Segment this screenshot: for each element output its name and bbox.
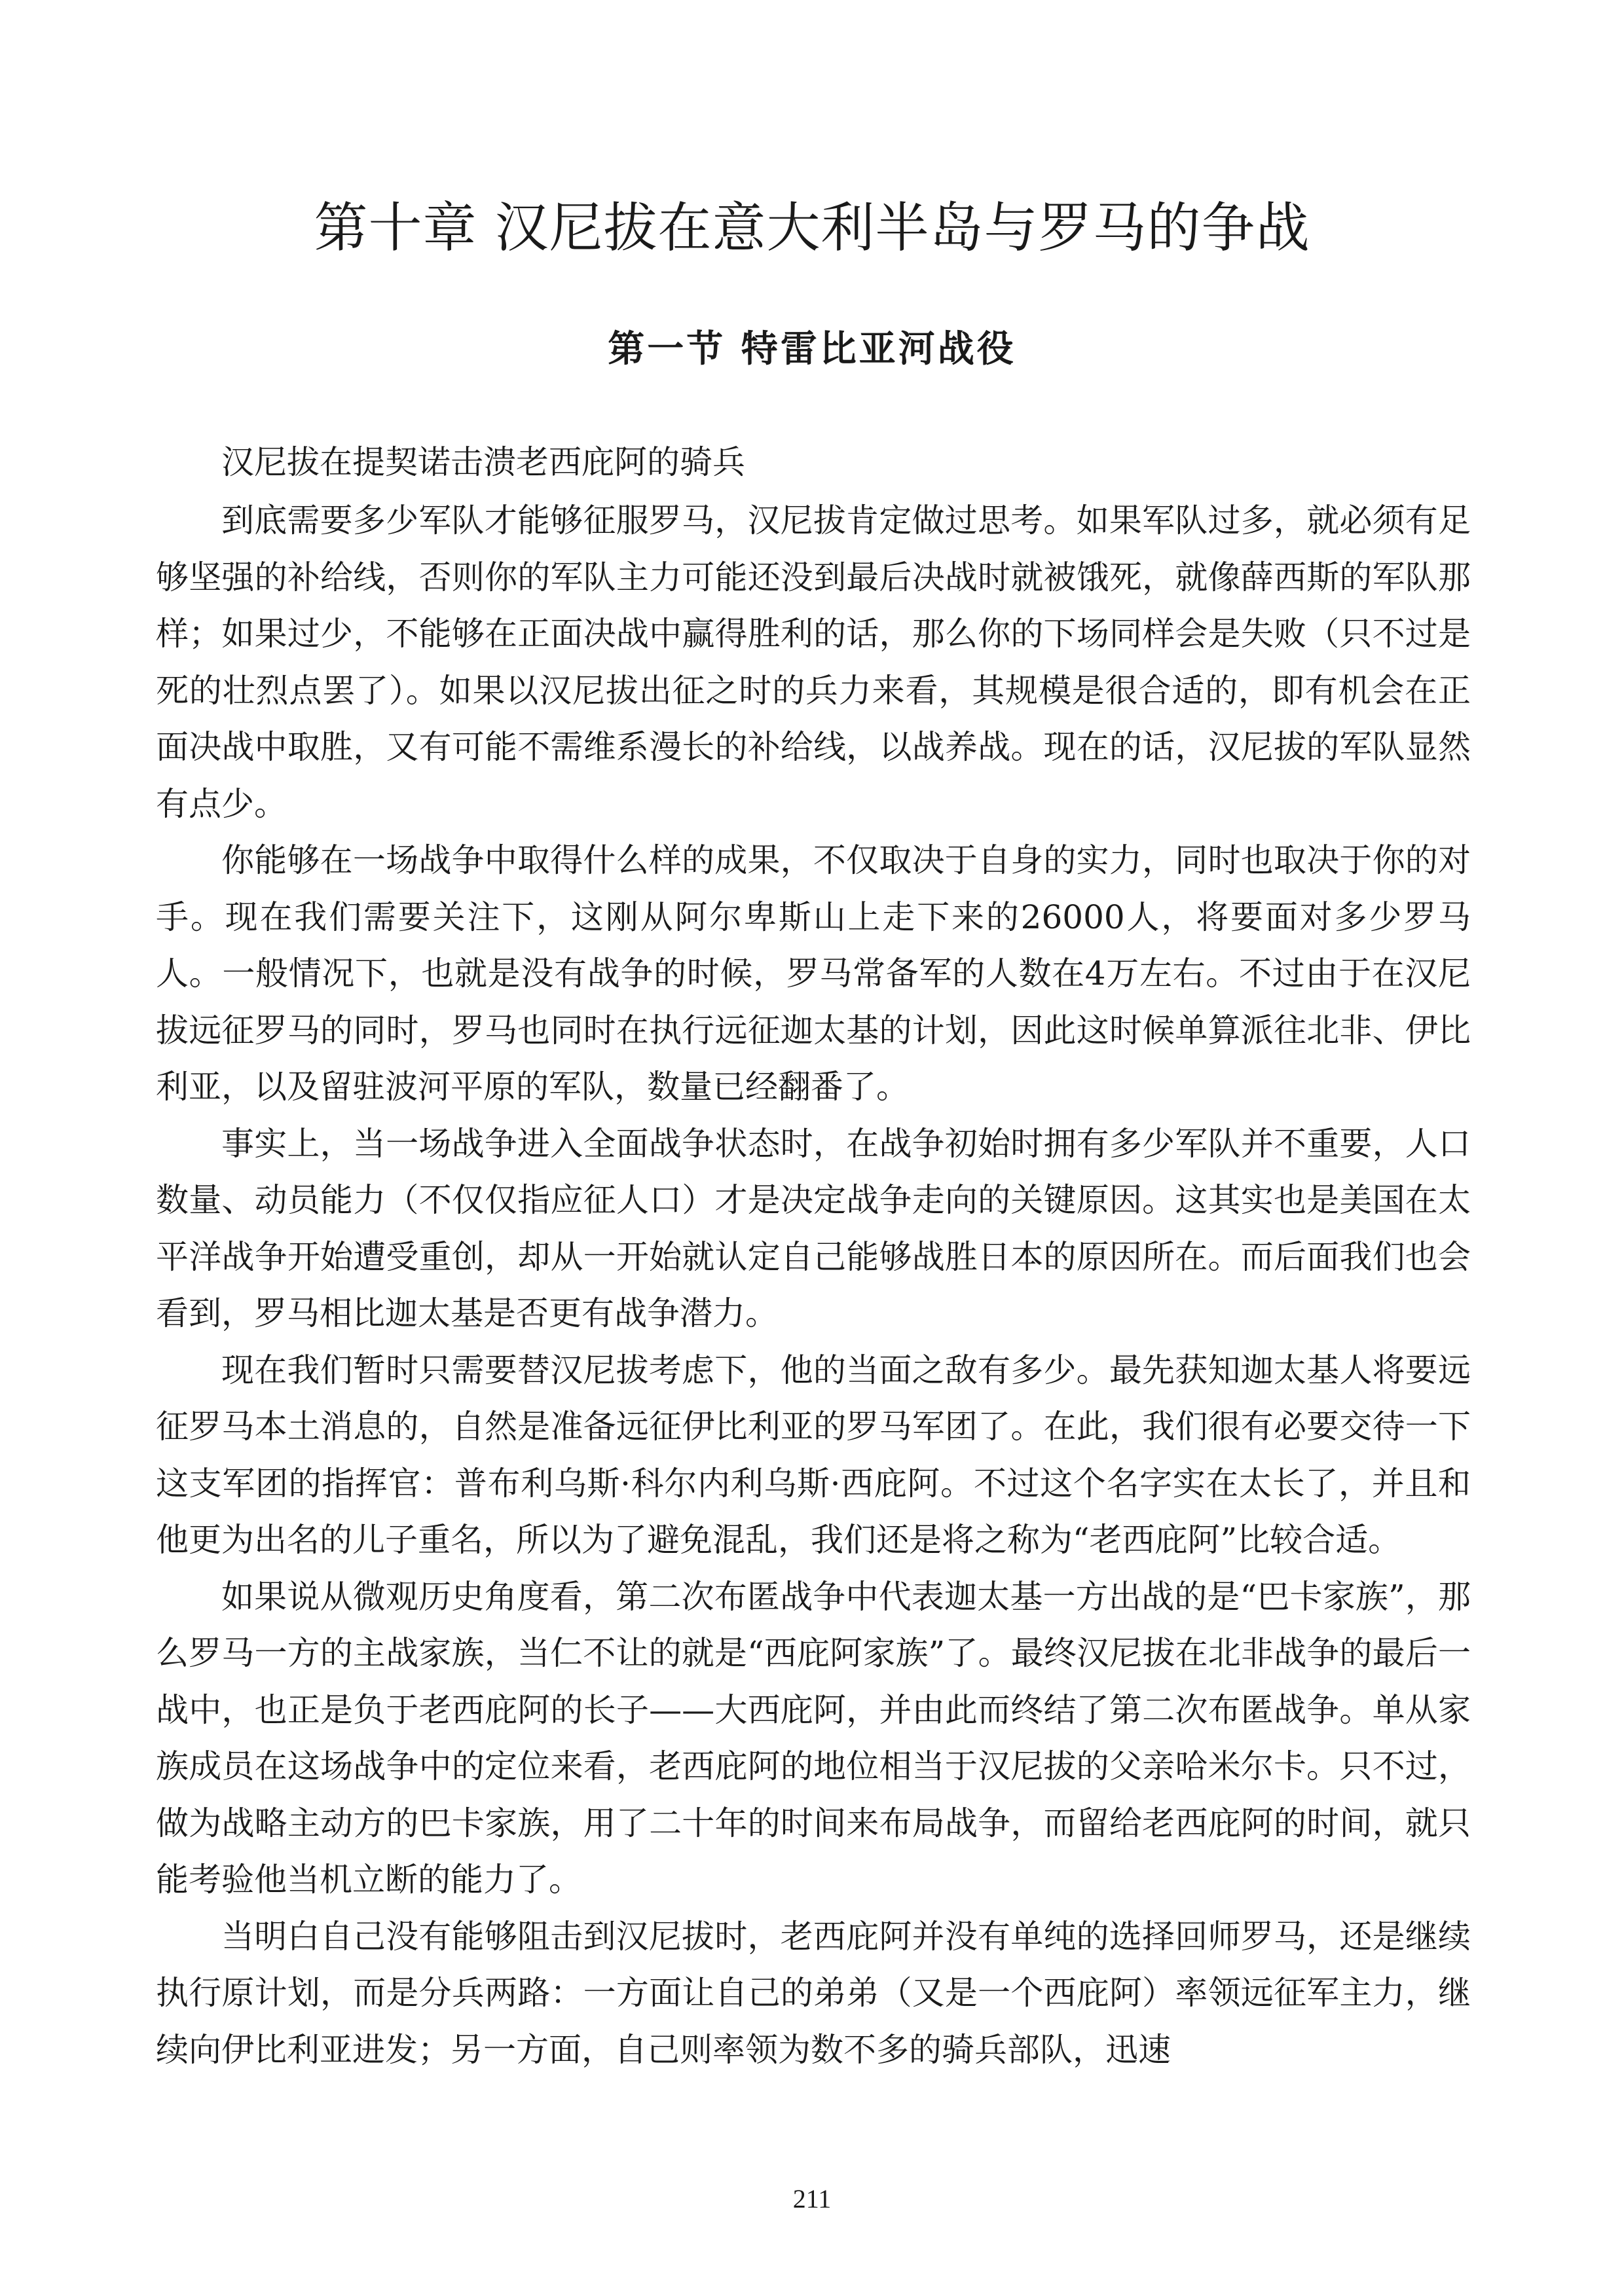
- paragraph: 如果说从微观历史角度看，第二次布匿战争中代表迦太基一方出战的是“巴卡家族”，那么罗马一方的主战家族，当仁不让的就是“西庇阿家族”了。最终汉尼拔在北非战争的最后一战中，也正是负于老西庇阿的长子——大西庇阿，并由此而终结了第二次布匿战争。单从家族成员在这场战争中的定位来看，老西庇阿的地位相当于汉尼拔的父亲哈米尔卡。只不过，做为战略主动方的巴卡家族，用了二十年的时间来布局战争，而留给老西庇阿的时间，就只能考验他当机立断的能力了。: [156, 1577, 1471, 1899]
- paragraph: 当明白自己没有能够阻击到汉尼拔时，老西庇阿并没有单纯的选择回师罗马，还是继续执行原计划，而是分兵两路：一方面让自己的弟弟（又是一个西庇阿）率领远征军主力，继续向伊比利亚进发；另一方面，自己则率领为数不多的骑兵部队，迅速: [156, 1917, 1471, 2069]
- paragraph: 现在我们暂时只需要替汉尼拔考虑下，他的当面之敌有多少。最先获知迦太基人将要远征罗马本土消息的，自然是准备远征伊比利亚的罗马军团了。在此，我们很有必要交待一下这支军团的指挥官：普布利乌斯·科尔内利乌斯·西庇阿。不过这个名字实在太长了，并且和他更为出名的儿子重名，所以为了避免混乱，我们还是将之称为“老西庇阿”比较合适。: [156, 1351, 1471, 1559]
- page-body: [156, 432, 1471, 2078]
- subheading: 汉尼拔在提契诺击溃老西庇阿的骑兵: [221, 443, 745, 481]
- paragraph: 事实上，当一场战争进入全面战争状态时，在战争初始时拥有多少军队并不重要，人口数量、动员能力（不仅仅指应征人口）才是决定战争走向的关键原因。这其实也是美国在太平洋战争开始遭受重创，却从一开始就认定自己能够战胜日本的原因所在。而后面我们也会看到，罗马相比迦太基是否更有战争潜力。: [156, 1124, 1471, 1332]
- chapter-title: 第十章 汉尼拔在意大利半岛与罗马的争战: [314, 197, 1310, 259]
- paragraph: 到底需要多少军队才能够征服罗马，汉尼拔肯定做过思考。如果军队过多，就必须有足够坚强的补给线，否则你的军队主力可能还没到最后决战时就被饿死，就像薛西斯的军队那样；如果过少，不能够在正面决战中赢得胜利的话，那么你的下场同样会是失败（只不过是死的壮烈点罢了）。如果以汉尼拔出征之时的兵力来看，其规模是很合适的，即有机会在正面决战中取胜，又有可能不需维系漫长的补给线，以战养战。现在的话，汉尼拔的军队显然有点少。: [156, 501, 1471, 823]
- page-number: 211: [792, 2184, 832, 2214]
- paragraph: 你能够在一场战争中取得什么样的成果，不仅取决于自身的实力，同时也取决于你的对手。现在我们需要关注下，这刚从阿尔卑斯山上走下来的26000人，将要面对多少罗马人。一般情况下，也就是没有战争的时候，罗马常备军的人数在4万左右。不过由于在汉尼拔远征罗马的同时，罗马也同时在执行远征迦太基的计划，因此这时候单算派往北非、伊比利亚，以及留驻波河平原的军队，数量已经翻番了。: [156, 841, 1471, 1106]
- section-title: 第一节 特雷比亚河战役: [608, 328, 1016, 371]
